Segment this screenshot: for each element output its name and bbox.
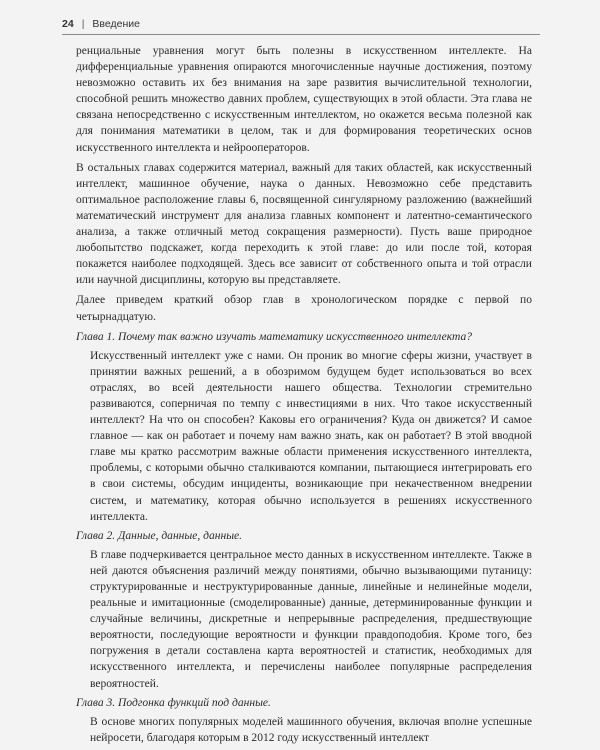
paragraph: В остальных главах содержится материал, важный для таких областей, как искусственный интеллект, машинное обучение, наука о данных. Невозможно себе представить оптимальное расположение главы 6, посвященной сингулярному разложению (важнейший математический инструмент для анализа главных компонент и латентно-семантического анализа, а также отличный метод сокращения размерности). Пусть ваше природное любопытство подскажет, когда переходить к этой главе: до или после той, которая покажется наиболее подходящей. Здесь все зависит от собственного опыта и той отрасли или научной дисциплины, которую вы представляете. <box>76 161 532 287</box>
chapter-1-title: Глава 1. Почему так важно изучать математику искусственного интеллекта? <box>76 330 473 343</box>
paragraph: ренциальные уравнения могут быть полезны в искусственном интеллекте. На дифференциальные уравнения опираются многочисленные научные достижения, поэтому невозможно оставить их без внимания на заре развития вычислительной технологии, способной решить множество давних проблем, существующих в этой области. Эта глава не связана непосредственно с искусственным интеллектом, но окажется весьма полезной как для понимания математики в целом, так и для формирования теоретических основ искусственного интеллекта и нейрооператоров. <box>76 45 532 154</box>
paragraph: Далее приведем краткий обзор глав в хронологическом порядке с первой по четырнадцатую. <box>76 294 532 323</box>
chapter-2-title: Глава 2. Данные, данные, данные. <box>76 529 243 542</box>
chapter-3-title: Глава 3. Подгонка функций под данные. <box>76 696 271 709</box>
chapter-3-description: В основе многих популярных моделей машинного обучения, включая вполне успешные нейросети, благодаря которым в 2012 году искусственный интеллект <box>90 715 532 744</box>
page-body <box>76 43 532 746</box>
page-number: 24 <box>62 18 74 30</box>
header-separator: | <box>81 18 85 30</box>
chapter-2-description: В главе подчеркивается центральное место данных в искусственном интеллекте. Также в ней даются объяснения различий между понятиями, обычно вызывающими путаницу: структурированные и неструктурированные данные, линейные и нелинейные модели, реальные и имитационные (смоделированные) данные, детерминированные функции и случайные величины, дискретные и непрерывные распределения, предшествующие вероятности, последующие вероятности и функции правдоподобия. Кроме того, без погружения в детали составлена карта вероятностей и статистик, необходимых для искусственного интеллекта, и перечислены наиболее популярные распределения вероятностей. <box>90 548 532 690</box>
chapter-1-description: Искусственный интеллект уже с нами. Он проник во многие сферы жизни, участвует в принятии важных решений, а в обозримом будущем будет использоваться во всех отраслях, во всей деятельности нашего общества. Технологии стремительно развиваются, соперничая по темпу с инвестициями в них. Что такое искусственный интеллект? На что он способен? Каковы его ограничения? Куда он движется? И самое главное — как он работает и почему нам важно знать, как он работает? В этой вводной главе мы кратко рассмотрим важные области применения искусственного интеллекта, проблемы, с которыми обычно сталкиваются компании, пытающиеся интегрировать его в свои системы, обсудим инциденты, возникающие при некачественном внедрении систем, и математику, которая обычно используется в решениях искусственного интеллекта. <box>90 349 532 523</box>
section-title: Введение <box>92 18 140 30</box>
header-rule <box>62 34 540 35</box>
running-header <box>62 18 522 30</box>
